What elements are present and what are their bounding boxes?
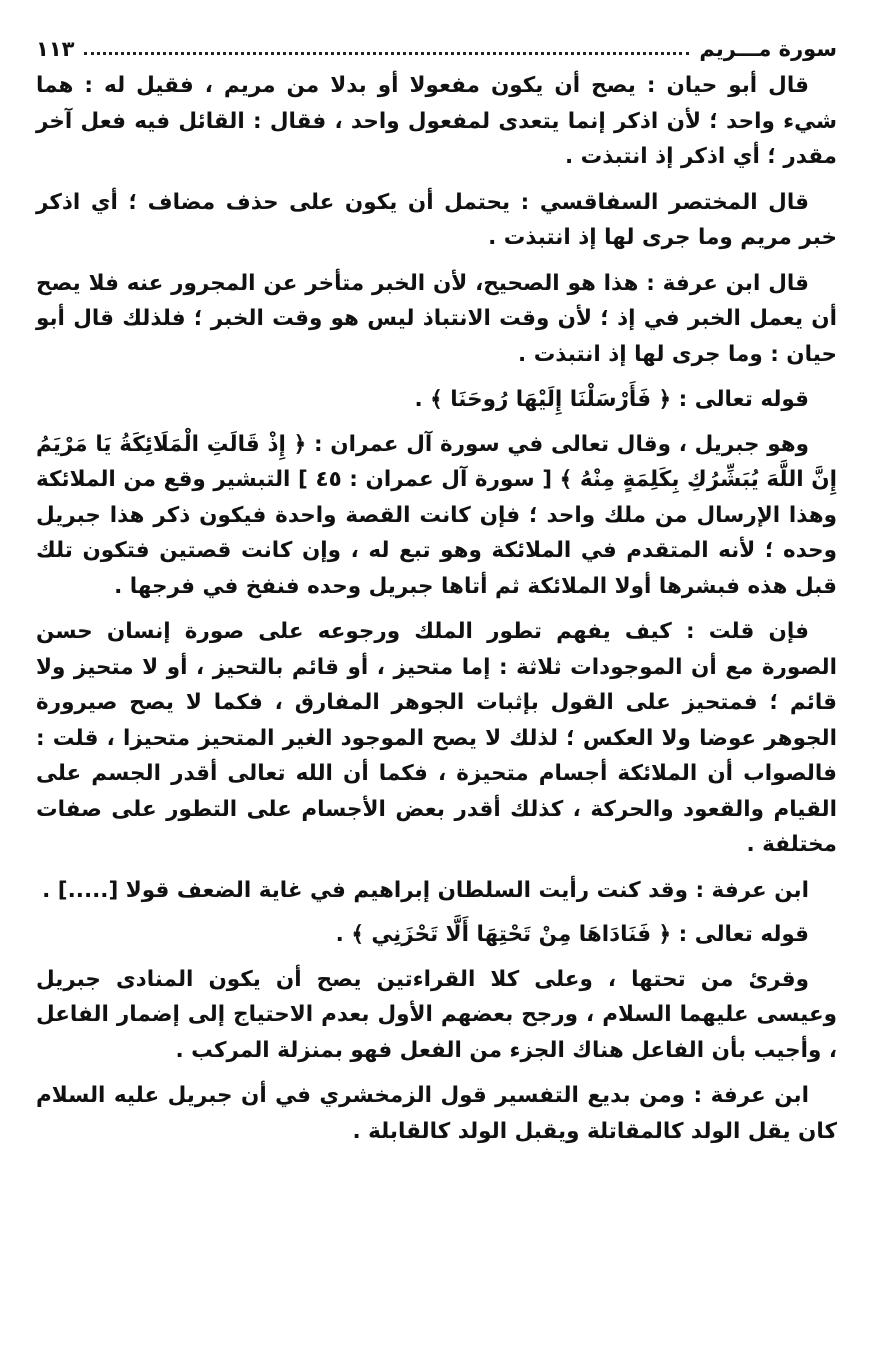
paragraph: قال المختصر السفاقسي : يحتمل أن يكون على حذف مضاف ؛ أي اذكر خبر مريم وما جرى لها إذ انتبذت . (36, 189, 837, 250)
paragraph: ابن عرفة : وقد كنت رأيت السلطان إبراهيم في غاية الضعف قولا [.....] . (42, 877, 809, 903)
paragraph: وقرئ من تحتها ، وعلى كلا القراءتين يصح أن يكون المنادى جبريل وعيسى عليهما السلام ، ورجح بعضهم الأول بعدم الاحتياج إلى إضمار الفاعل ، وأجيب بأن الفاعل هناك الجزء من الفعل فهو بمنزلة المركب . (36, 966, 837, 1063)
page-body (36, 68, 837, 1149)
header-dotted-leader (84, 52, 689, 55)
surah-title: سورة مـــريم (699, 37, 837, 61)
verse-paragraph: قوله تعالى : ﴿ فَنَادَاهَا مِنْ تَحْتِهَا أَلَّا تَحْزَنِي ﴾ . (335, 922, 809, 947)
paragraph: قال ابن عرفة : هذا هو الصحيح، لأن الخبر متأخر عن المجرور عنه فلا يصح أن يعمل الخبر في إذ ؛ لأن وقت الانتباذ ليس هو وقت الخبر ؛ فلذلك قال أبو حيان : وما جرى لها إذ انتبذت . (36, 270, 837, 367)
paragraph: وهو جبريل ، وقال تعالى في سورة آل عمران : ﴿ إِذْ قَالَتِ الْمَلَائِكَةُ يَا مَرْيَمُ إِنَّ اللَّهَ يُبَشِّرُكِ بِكَلِمَةٍ مِنْهُ ﴾ [ سورة آل عمران : ٤٥ ] التبشير وقع من الملائكة وهذا الإرسال من ملك واحد ؛ فإن كانت القصة واحدة فيكون ذكر هذا جبريل وحده ؛ لأنه المتقدم في الملائكة وهو تبع له ، وإن كانت قصتين فتكون تلك قبل هذه فبشرها أولا الملائكة ثم أتاها جبريل وحده فنفخ في فرجها . (36, 431, 837, 599)
paragraph: فإن قلت : كيف يفهم تطور الملك ورجوعه على صورة إنسان حسن الصورة مع أن الموجودات ثلاثة : إما متحيز ، أو قائم بالتحيز ، أو لا متحيز ولا قائم ؛ فمتحيز على القول بإثبات الجوهر المفارق ، فكما لا يصح صيرورة الجوهر عوضا ولا العكس ؛ لذلك لا يصح الموجود الغير المتحيز متحيزا ، قلت : فالصواب أن الملائكة أجسام متحيزة ، فكما أن الله تعالى أقدر الجسم على القيام والقعود والحركة ، كذلك أقدر بعض الأجسام على التطور على صفات مختلفة . (36, 619, 837, 857)
paragraph: ابن عرفة : ومن بديع التفسير قول الزمخشري في أن جبريل عليه السلام كان يقل الولد كالمقاتلة ويقبل الولد كالقابلة . (36, 1083, 837, 1144)
page-number: ١١٣ (36, 37, 75, 61)
verse-paragraph: قوله تعالى : ﴿ فَأَرْسَلْنَا إِلَيْهَا رُوحَنَا ﴾ . (414, 387, 809, 412)
page-header (36, 30, 837, 60)
paragraph: قال أبو حيان : يصح أن يكون مفعولا أو بدلا من مريم ، فقيل له : هما شيء واحد ؛ لأن اذكر إنما يتعدى لمفعول واحد ، فقال : القائل فيه فعل آخر مقدر ؛ أي اذكر إذ انتبذت . (36, 73, 837, 169)
